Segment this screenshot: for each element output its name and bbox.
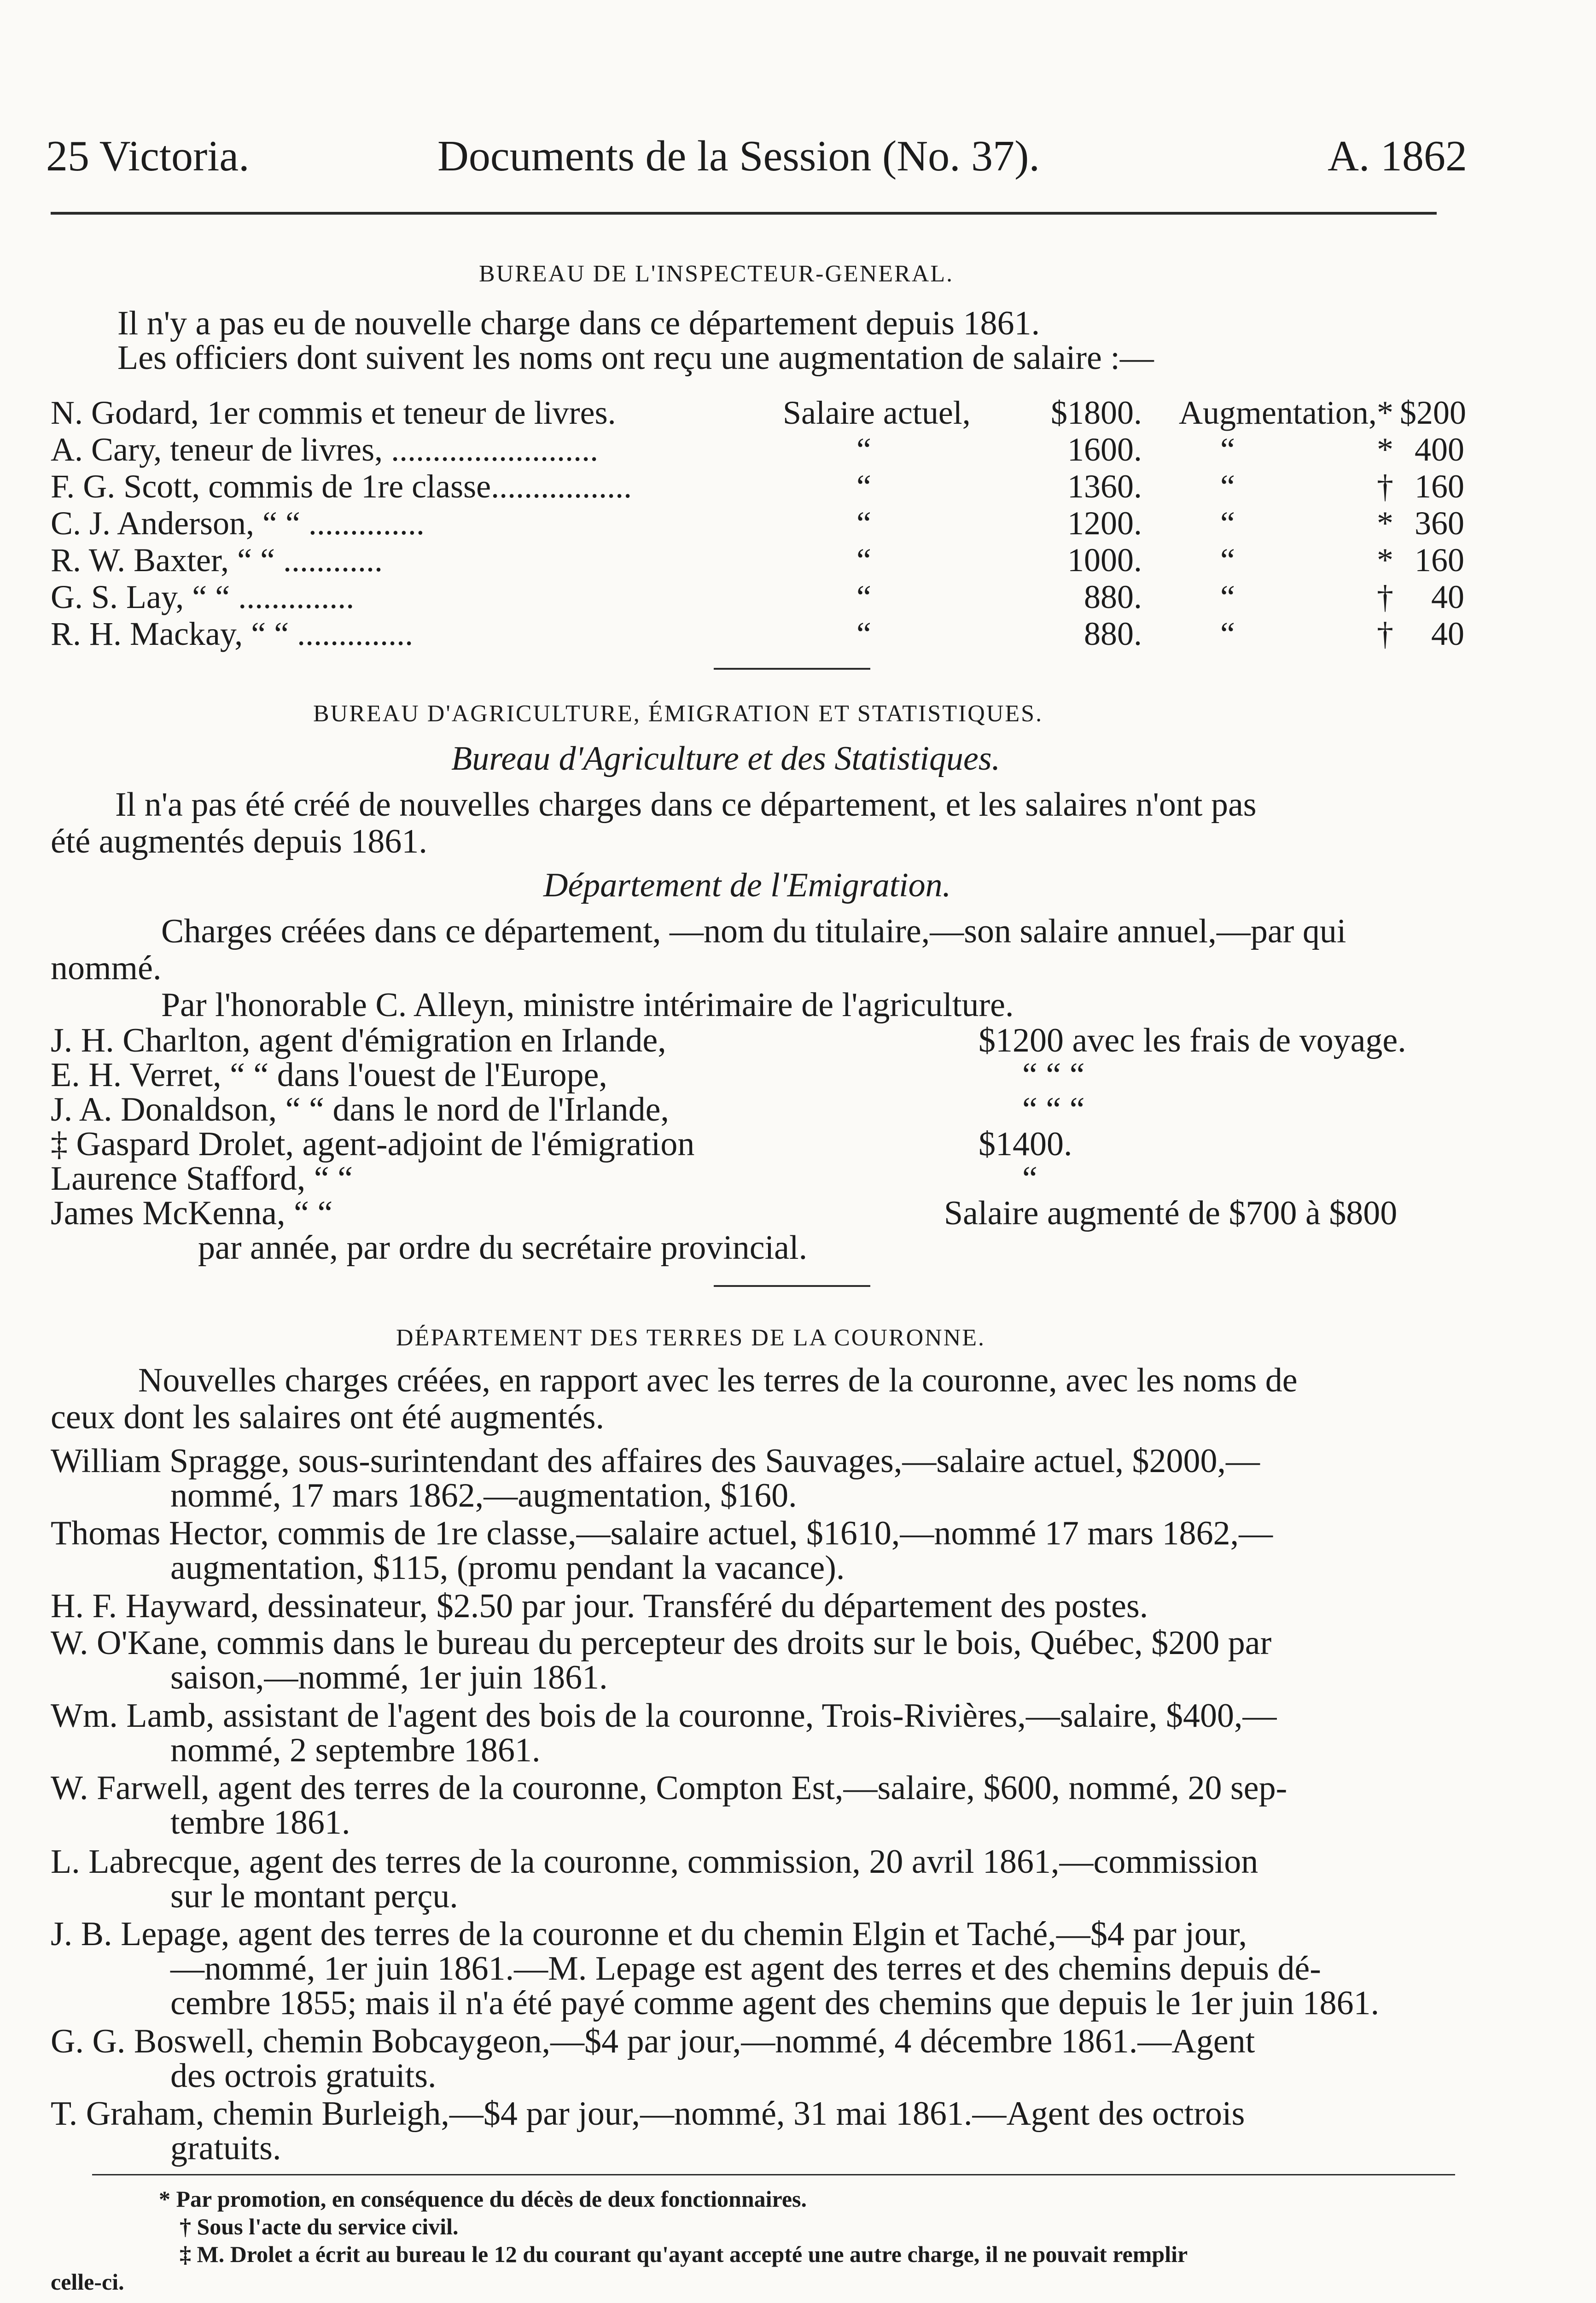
list-item-continuation: gratuits. — [170, 2129, 281, 2167]
table-row-mark: † — [1377, 579, 1393, 615]
list-item: T. Graham, chemin Burleigh,—$4 par jour,—nommé, 31 mai 1861.—Agent des octrois — [51, 2095, 1245, 2133]
table-row-label: “ — [856, 542, 871, 579]
s1-paragraph-2: Les officiers dont suivent les noms ont reçu une augmentation de salaire :— — [117, 339, 1154, 377]
list-item-detail: “ “ “ — [1022, 1056, 1085, 1094]
list-item-continuation: par année, par ordre du secrétaire provincial. — [198, 1229, 808, 1267]
list-item: Wm. Lamb, assistant de l'agent des bois de la couronne, Trois-Rivières,—salaire, $400,— — [51, 1697, 1277, 1735]
table-row: N. Godard, 1er commis et teneur de livres. — [51, 394, 616, 431]
table-row-mark: † — [1377, 615, 1393, 652]
table-row: G. S. Lay, “ “ .............. — [51, 579, 355, 615]
table-row-increase: 40 — [1431, 579, 1464, 615]
table-row-salary: 1600. — [1067, 431, 1142, 468]
list-item-continuation: tembre 1861. — [170, 1804, 350, 1841]
list-item-detail: $1400. — [979, 1125, 1072, 1163]
table-row: R. W. Baxter, “ “ ............ — [51, 542, 383, 579]
table-row-salary: 1200. — [1067, 505, 1142, 542]
list-item-continuation: saison,—nommé, 1er juin 1861. — [170, 1659, 608, 1696]
table-row-label: “ — [856, 468, 871, 505]
list-item-continuation: nommé, 2 septembre 1861. — [170, 1731, 541, 1769]
header-right: A. 1862 — [1328, 132, 1467, 180]
table-row-increase: 360 — [1415, 505, 1464, 542]
table-row-mark: * — [1377, 394, 1393, 431]
list-item-continuation: cembre 1855; mais il n'a été payé comme agent des chemins que depuis le 1er juin 1861. — [170, 1984, 1380, 2022]
table-row-mark: * — [1377, 542, 1393, 579]
list-item: J. B. Lepage, agent des terres de la couronne et du chemin Elgin et Taché,—$4 par jour, — [51, 1915, 1247, 1953]
list-item-continuation: nommé, 17 mars 1862,—augmentation, $160. — [170, 1477, 797, 1514]
list-item: W. Farwell, agent des terres de la couronne, Compton Est,—salaire, $600, nommé, 20 sep- — [51, 1769, 1287, 1807]
section-title-agriculture: BUREAU D'AGRICULTURE, ÉMIGRATION ET STATISTIQUES. — [313, 701, 1043, 727]
table-row-mark: * — [1377, 505, 1393, 542]
s2-paragraph-2a: Charges créées dans ce département, —nom du titulaire,—son salaire annuel,—par qui — [161, 912, 1346, 950]
list-item: H. F. Hayward, dessinateur, $2.50 par jour. Transféré du département des postes. — [51, 1587, 1148, 1625]
s2-paragraph-2b: nommé. — [51, 949, 162, 987]
table-row: R. H. Mackay, “ “ .............. — [51, 615, 414, 652]
table-row: C. J. Anderson, “ “ .............. — [51, 505, 425, 542]
table-row-label: “ — [856, 431, 871, 468]
list-item: Thomas Hector, commis de 1re classe,—salaire actuel, $1610,—nommé 17 mars 1862,— — [51, 1514, 1273, 1552]
section-divider — [714, 668, 870, 670]
footnote-rule — [92, 2174, 1455, 2175]
footnote-3: ‡ M. Drolet a écrit au bureau le 12 du courant qu'ayant accepté une autre charge, il ne pouvait remplir — [180, 2241, 1188, 2267]
table-row-salary: 1360. — [1067, 468, 1142, 505]
list-item: J. A. Donaldson, “ “ dans le nord de l'Irlande, — [51, 1091, 669, 1128]
table-row-aug: “ — [1220, 542, 1235, 579]
section-title-inspecteur: BUREAU DE L'INSPECTEUR-GENERAL. — [479, 261, 954, 287]
list-item-detail: “ “ “ — [1022, 1091, 1085, 1128]
list-item: Laurence Stafford, “ “ — [51, 1160, 353, 1198]
header-rule — [51, 212, 1437, 215]
subsection-title-emigration: Département de l'Emigration. — [543, 866, 951, 904]
list-item-detail: “ — [1022, 1160, 1037, 1198]
table-row-aug: Augmentation, — [1179, 394, 1377, 431]
s3-intro-1: Nouvelles charges créées, en rapport avec les terres de la couronne, avec les noms de — [138, 1362, 1298, 1399]
s1-paragraph-1: Il n'y a pas eu de nouvelle charge dans ce département depuis 1861. — [117, 304, 1040, 342]
list-item: W. O'Kane, commis dans le bureau du percepteur des droits sur le bois, Québec, $200 par — [51, 1624, 1272, 1662]
list-item-continuation: sur le montant perçu. — [170, 1877, 458, 1915]
subsection-title-agriculture: Bureau d'Agriculture et des Statistiques. — [451, 740, 1001, 777]
table-row-label: Salaire actuel, — [783, 394, 971, 431]
header-center: Documents de la Session (No. 37). — [437, 132, 1040, 180]
list-item-detail: $1200 avec les frais de voyage. — [979, 1022, 1406, 1059]
table-row-salary: 1000. — [1067, 542, 1142, 579]
list-item: ‡ Gaspard Drolet, agent-adjoint de l'émigration — [51, 1125, 695, 1163]
header-left: 25 Victoria. — [46, 132, 250, 180]
list-item: E. H. Verret, “ “ dans l'ouest de l'Europe, — [51, 1056, 607, 1094]
list-item-continuation: des octrois gratuits. — [170, 2057, 437, 2095]
table-row-increase: 160 — [1415, 542, 1464, 579]
table-row-label: “ — [856, 615, 871, 652]
s2-paragraph-1b: été augmentés depuis 1861. — [51, 823, 427, 860]
list-item-continuation: —nommé, 1er juin 1861.—M. Lepage est agent des terres et des chemins depuis dé- — [170, 1950, 1321, 1987]
s2-paragraph-3: Par l'honorable C. Alleyn, ministre intérimaire de l'agriculture. — [161, 986, 1014, 1024]
table-row-increase: 160 — [1415, 468, 1464, 505]
section-divider — [714, 1285, 870, 1287]
list-item-detail: Salaire augmenté de $700 à $800 — [944, 1194, 1398, 1232]
s2-paragraph-1a: Il n'a pas été créé de nouvelles charges dans ce département, et les salaires n'ont pas — [115, 786, 1257, 824]
s3-intro-2: ceux dont les salaires ont été augmentés. — [51, 1398, 605, 1436]
footnote-4: celle-ci. — [51, 2269, 124, 2295]
table-row-salary: 880. — [1084, 579, 1142, 615]
section-title-terres: DÉPARTEMENT DES TERRES DE LA COURONNE. — [396, 1325, 986, 1351]
table-row-aug: “ — [1220, 615, 1235, 652]
table-row-increase: $200 — [1400, 394, 1466, 431]
table-row-aug: “ — [1220, 468, 1235, 505]
table-row-increase: 40 — [1431, 615, 1464, 652]
table-row: A. Cary, teneur de livres, ......................... — [51, 431, 599, 468]
list-item: William Spragge, sous-surintendant des affaires des Sauvages,—salaire actuel, $2000,— — [51, 1442, 1260, 1480]
list-item: J. H. Charlton, agent d'émigration en Irlande, — [51, 1022, 666, 1059]
footnote-2: † Sous l'acte du service civil. — [180, 2214, 459, 2239]
table-row-salary: 880. — [1084, 615, 1142, 652]
table-row-aug: “ — [1220, 579, 1235, 615]
footnote-1: * Par promotion, en conséquence du décès de deux fonctionnaires. — [159, 2186, 807, 2212]
table-row-aug: “ — [1220, 431, 1235, 468]
table-row-increase: 400 — [1415, 431, 1464, 468]
list-item: G. G. Boswell, chemin Bobcaygeon,—$4 par jour,—nommé, 4 décembre 1861.—Agent — [51, 2022, 1255, 2060]
table-row-mark: † — [1377, 468, 1393, 505]
list-item-continuation: augmentation, $115, (promu pendant la vacance). — [170, 1549, 845, 1587]
running-header — [46, 131, 1467, 182]
table-row-aug: “ — [1220, 505, 1235, 542]
table-row: F. G. Scott, commis de 1re classe................. — [51, 468, 632, 505]
table-row-label: “ — [856, 505, 871, 542]
table-row-salary: $1800. — [1051, 394, 1142, 431]
table-row-label: “ — [856, 579, 871, 615]
list-item: James McKenna, “ “ — [51, 1194, 333, 1232]
table-row-mark: * — [1377, 431, 1393, 468]
list-item: L. Labrecque, agent des terres de la couronne, commission, 20 avril 1861,—commission — [51, 1843, 1258, 1881]
